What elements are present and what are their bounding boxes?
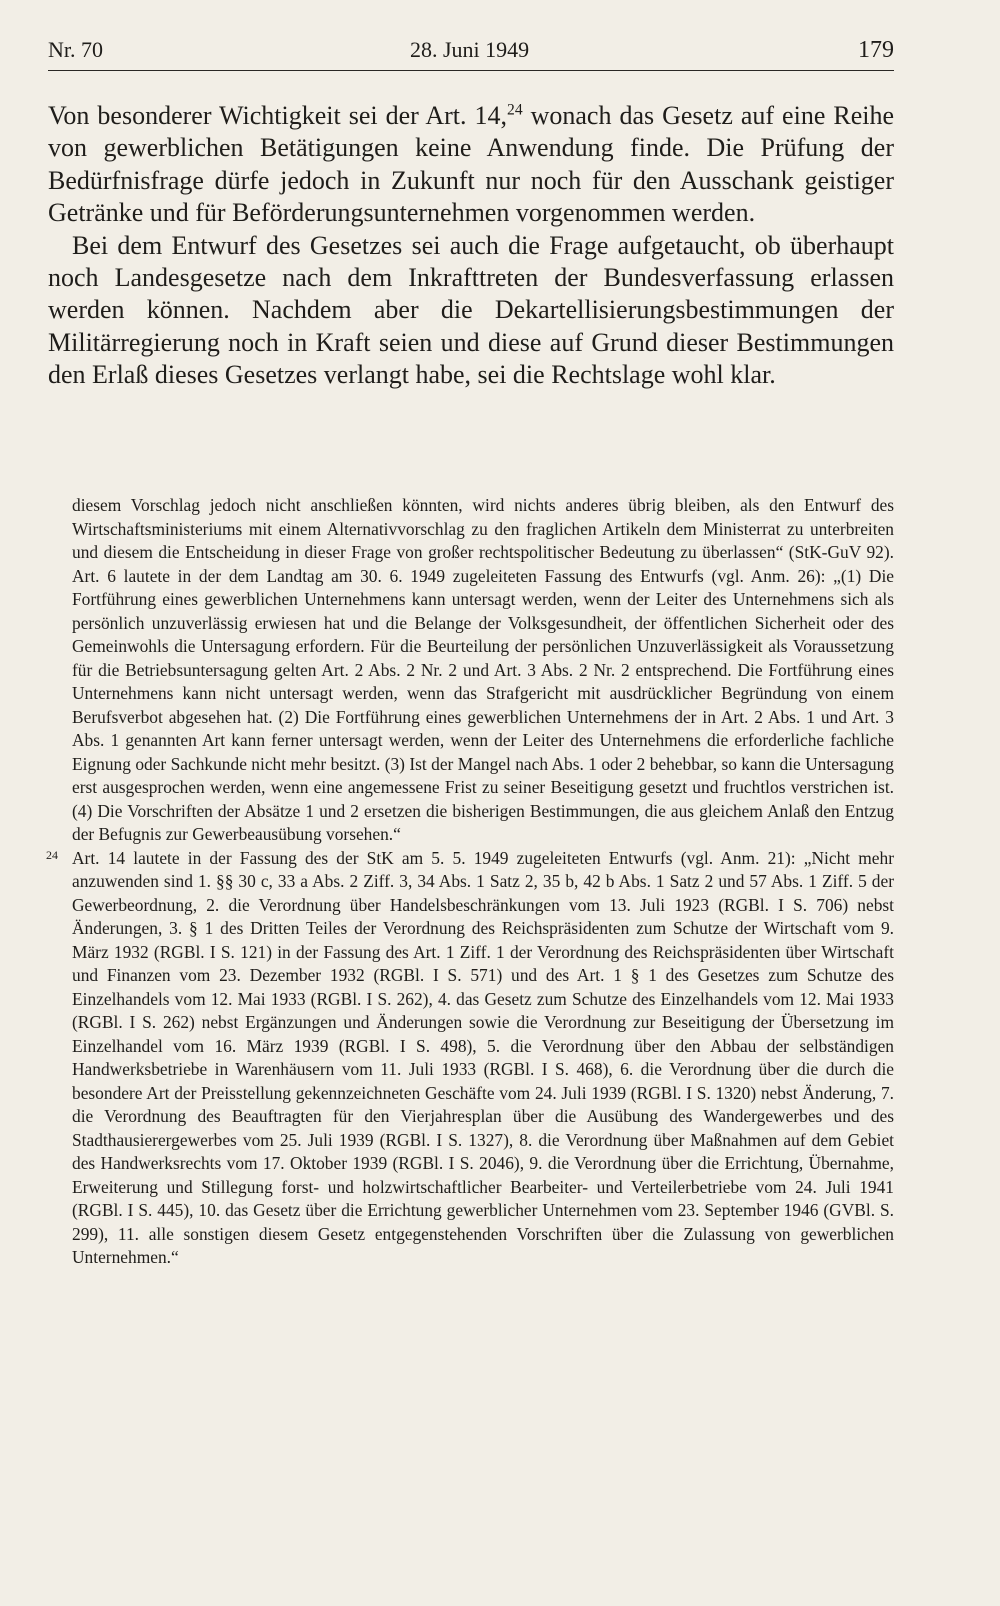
running-header	[48, 34, 894, 70]
paragraph-text-start: Von besonderer Wichtigkeit sei der Art. 14,	[48, 101, 508, 130]
issue-number: Nr. 70	[48, 37, 103, 62]
footnote-number: 24	[46, 847, 58, 862]
footnote-text: Art. 14 lautete in der Fassung des der StK am 5. 5. 1949 zugeleiteten Entwurfs (vgl. Anm. 21): „Nicht mehr anzuwenden sind 1. §§ 30 c, 33 a Abs. 2 Ziff. 3, 34 Abs. 1 Satz 2, 35 b, 42 b Abs. 1 Satz 2 und 57 Abs. 1 Ziff. 5 der Gewerbeordnung, 2. die Verordnung über Handelsbeschränkungen vom 13. Juli 1923 (RGBl. I S. 706) nebst Änderungen, 3. § 1 des Dritten Teiles der Verordnung des Reichspräsidenten zum Schutze der Wirtschaft vom 9. März 1932 (RGBl. I S. 121) in der Fassung des Art. 1 Ziff. 1 der Verordnung des Reichspräsidenten über Wirtschaft und Finanzen vom 23. Dezember 1932 (RGBl. I S. 571) und des Art. 1 § 1 des Gesetzes zum Schutze des Einzelhandels vom 12. Mai 1933 (RGBl. I S. 262), 4. das Gesetz zum Schutze des Einzelhandels vom 12. Mai 1933 (RGBl. I S. 262) nebst Ergänzungen und Änderungen sowie die Verordnung zur Beseitigung der Übersetzung im Einzelhandel vom 16. März 1939 (RGBl. I S. 498), 5. die Verordnung über den Abbau der selbständigen Handwerksbetriebe in Warenhäusern vom 11. Juli 1933 (RGBl. I S. 468), 6. die Verordnung über die durch die besondere Art der Preisstellung gekennzeichneten Geschäfte vom 24. Juli 1939 (RGBl. I S. 1320) nebst Änderung, 7. die Verordnung des Beauftragten für den Vierjahresplan über die Ausübung des Wandergewerbes und des Stadthausierergewerbes vom 25. Juli 1939 (RGBl. I S. 1327), 8. die Verordnung über Maßnahmen auf dem Gebiet des Handwerksrechts vom 17. Oktober 1939 (RGBl. I S. 2046), 9. die Verordnung über die Errichtung, Übernahme, Erweiterung und Stillegung forst- und holzwirtschaftlicher Bearbeiter- und Verteilerbetriebe vom 24. Juli 1941 (RGBl. I S. 445), 10. das Gesetz über die Errichtung gewerblicher Unternehmen vom 23. September 1946 (GVBl. S. 299), 11. alle sonstigen diesem Gesetz entgegenstehenden Vorschriften über die Zulassung von gewerblichen Unternehmen.“	[72, 847, 894, 1267]
page-number: 179	[858, 37, 894, 63]
footnote-24	[48, 847, 894, 1270]
main-text	[48, 100, 894, 392]
body-paragraph	[48, 100, 894, 230]
session-date: 28. Juni 1949	[410, 37, 530, 62]
footnotes	[48, 494, 894, 1270]
body-paragraph: Bei dem Entwurf des Gesetzes sei auch die Frage aufgetaucht, ob überhaupt noch Landesgesetze nach dem Inkrafttreten der Bundesverfassung erlassen werden können. Nachdem aber die Dekartellisierungsbestimmungen der Militärregierung noch in Kraft seien und diese auf Grund dieser Bestimmungen den Erlaß dieses Gesetzes verlangt habe, sei die Rechtslage wohl klar.	[48, 230, 894, 390]
paragraph-text-end: wonach das Gesetz auf eine Reihe von gewerblichen Betätigungen keine Anwendung finde. Die Prüfung der Bedürfnisfrage dürfe jedoch in Zukunft nur noch für den Ausschank geistiger Getränke und für Beförderungsunternehmen vorgenommen werden.	[48, 101, 895, 228]
footnote-reference: 24	[507, 101, 523, 119]
header-rule	[48, 70, 894, 71]
footnote-continuation: diesem Vorschlag jedoch nicht anschließen könnten, wird nichts anderes übrig bleiben, als den Entwurf des Wirtschaftsministeriums mit einem Alternativvorschlag zu den fraglichen Artikeln dem Ministerrat zu unterbreiten und diesem die Entscheidung in dieser Frage von großer rechtspolitischer Bedeutung zu überlassen“ (StK-GuV 92). Art. 6 lautete in der dem Landtag am 30. 6. 1949 zugeleiteten Fassung des Entwurfs (vgl. Anm. 26): „(1) Die Fortführung eines gewerblichen Unternehmens kann untersagt werden, wenn der Leiter des Unternehmens sich als persönlich unzuverlässig erwiesen hat und die Belange der Volksgesundheit, der öffentlichen Sicherheit oder des Gemeinwohls die Untersagung erfordern. Für die Beurteilung der persönlichen Unzuverlässigkeit als Voraussetzung für die Betriebsuntersagung gelten Art. 2 Abs. 2 Nr. 2 und Art. 3 Abs. 2 Nr. 2 entsprechend. Die Fortführung eines Unternehmens kann nicht untersagt werden, wenn das Strafgericht mit ausdrücklicher Begründung von einem Berufsverbot abgesehen hat. (2) Die Fortführung eines gewerblichen Unternehmens der in Art. 2 Abs. 1 und Art. 3 Abs. 1 genannten Art kann ferner untersagt werden, wenn der Leiter des Unternehmens die erforderliche fachliche Eignung oder Sachkunde nicht mehr besitzt. (3) Ist der Mangel nach Abs. 1 oder 2 behebbar, so kann die Untersagung erst ausgesprochen werden, wenn eine angemessene Frist zu seiner Beseitigung gesetzt und fruchtlos verstrichen ist. (4) Die Vorschriften der Absätze 1 und 2 ersetzen die bisherigen Bestimmungen, die aus gleichem Anlaß den Entzug der Befugnis zur Gewerbeausübung vorsehen.“	[72, 495, 894, 844]
